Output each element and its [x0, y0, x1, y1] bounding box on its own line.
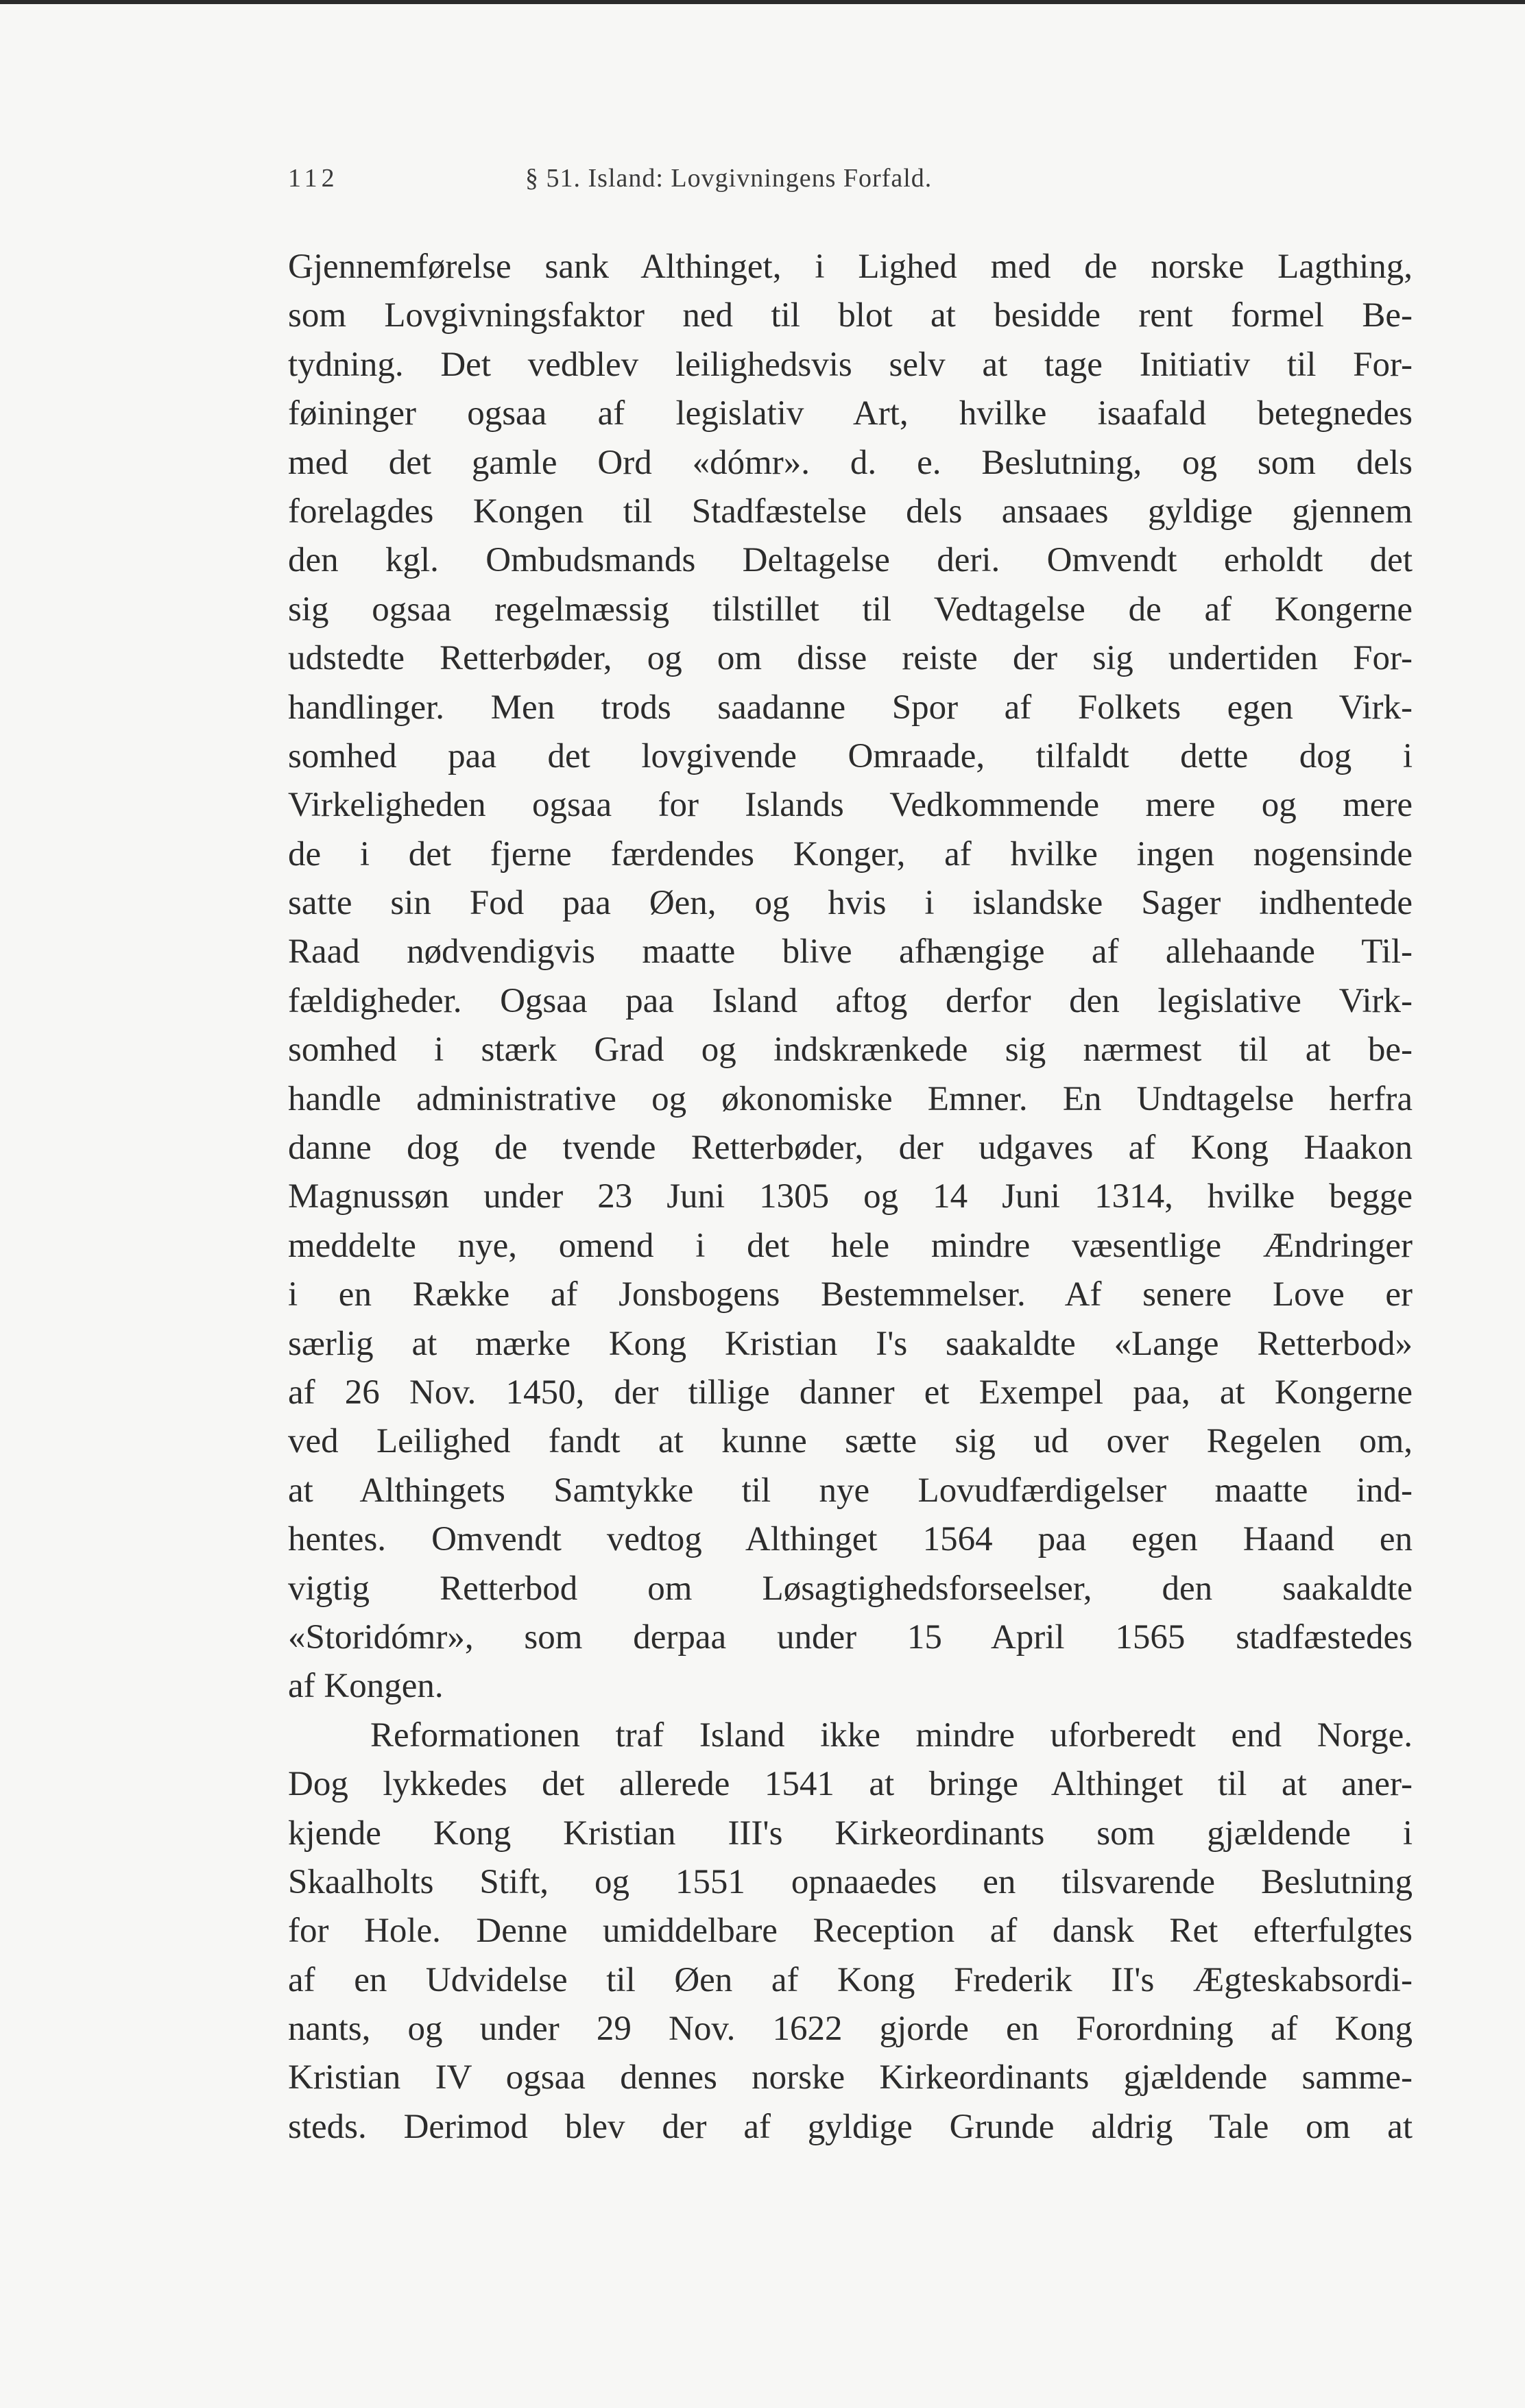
text-line: af en Udvidelse til Øen af Kong Frederik II's Ægteskabsordi- [288, 1960, 1413, 1999]
paragraph-1 [288, 243, 1413, 1711]
text-line: somhed paa det lovgivende Omraade, tilfaldt dette dog i [288, 736, 1413, 775]
text-line: af Kongen. [288, 1667, 444, 1706]
text-line: de i det fjerne færdendes Konger, af hvilke ingen nogensinde [288, 834, 1413, 874]
text-line: af 26 Nov. 1450, der tillige danner et Exempel paa, at Kongerne [288, 1373, 1413, 1412]
text-line: satte sin Fod paa Øen, og hvis i islandske Sager indhentede [288, 884, 1413, 923]
text-line: handle administrative og økonomiske Emner. En Undtagelse herfra [288, 1079, 1413, 1118]
text-line: den kgl. Ombudsmands Deltagelse deri. Omvendt erholdt det [288, 541, 1413, 580]
text-line: Reformationen traf Island ikke mindre uforberedt end Norge. [370, 1715, 1413, 1755]
text-line: Dog lykkedes det allerede 1541 at bringe Althinget til at aner- [288, 1765, 1413, 1804]
text-line: for Hole. Denne umiddelbare Reception af dansk Ret efterfulgtes [288, 1912, 1413, 1951]
text-line: Virkeligheden ogsaa for Islands Vedkommende mere og mere [288, 786, 1413, 825]
book-page [0, 4, 1525, 2408]
text-line: danne dog de tvende Retterbøder, der udgaves af Kong Haakon [288, 1129, 1413, 1168]
text-line: kjende Kong Kristian III's Kirkeordinants som gjældende i [288, 1814, 1413, 1853]
text-line: meddelte nye, omend i det hele mindre væsentlige Ændringer [288, 1226, 1413, 1265]
text-line: udstedte Retterbøder, og om disse reiste der sig undertiden For- [288, 639, 1413, 678]
text-line: vigtig Retterbod om Løsagtighedsforseelser, den saakaldte [288, 1569, 1413, 1608]
text-line: forelagdes Kongen til Stadfæstelse dels ansaaes gyldige gjennem [288, 492, 1413, 531]
text-line: særlig at mærke Kong Kristian I's saakaldte «Lange Retterbod» [288, 1324, 1413, 1363]
text-line: Gjennemførelse sank Althinget, i Lighed med de norske Lagthing, [288, 248, 1413, 286]
text-line: i en Række af Jonsbogens Bestemmelser. Af senere Love er [288, 1275, 1413, 1314]
text-line: ved Leilighed fandt at kunne sætte sig ud over Regelen om, [288, 1422, 1413, 1461]
paragraph-2 [288, 1711, 1413, 2152]
text-line: Raad nødvendigvis maatte blive afhængige af allehaande Til- [288, 932, 1413, 972]
text-line: Kristian IV ogsaa dennes norske Kirkeordinants gjældende samme- [288, 2058, 1413, 2097]
text-line: hentes. Omvendt vedtog Althinget 1564 paa egen Haand en [288, 1520, 1413, 1559]
text-line: somhed i stærk Grad og indskrænkede sig nærmest til at be- [288, 1031, 1413, 1070]
page-number: 112 [288, 164, 339, 193]
text-line: med det gamle Ord «dómr». d. e. Beslutning, og som dels [288, 443, 1413, 482]
body-text [288, 243, 1413, 2152]
text-line: fældigheder. Ogsaa paa Island aftog derfor den legislative Virk- [288, 981, 1413, 1020]
page-header [288, 163, 1413, 204]
text-line: Skaalholts Stift, og 1551 opnaaedes en tilsvarende Beslutning [288, 1862, 1413, 1901]
text-line: som Lovgivningsfaktor ned til blot at besidde rent formel Be- [288, 296, 1413, 335]
text-line: handlinger. Men trods saadanne Spor af Folkets egen Virk- [288, 688, 1413, 727]
text-line: føininger ogsaa af legislativ Art, hvilke isaafald betegnedes [288, 394, 1413, 433]
text-line: steds. Derimod blev der af gyldige Grunde aldrig Tale om at [288, 2107, 1413, 2146]
text-line: «Storidómr», som derpaa under 15 April 1565 stadfæstedes [288, 1617, 1413, 1657]
text-line: Magnussøn under 23 Juni 1305 og 14 Juni 1314, hvilke begge [288, 1177, 1413, 1216]
running-title: § 51. Island: Lovgivningens Forfald. [525, 164, 933, 193]
text-line: sig ogsaa regelmæssig tilstillet til Vedtagelse de af Kongerne [288, 590, 1413, 629]
text-line: at Althingets Samtykke til nye Lovudfærdigelser maatte ind- [288, 1471, 1413, 1510]
text-line: nants, og under 29 Nov. 1622 gjorde en Forordning af Kong [288, 2010, 1413, 2049]
text-line: tydning. Det vedblev leilighedsvis selv at tage Initiativ til For- [288, 345, 1413, 384]
